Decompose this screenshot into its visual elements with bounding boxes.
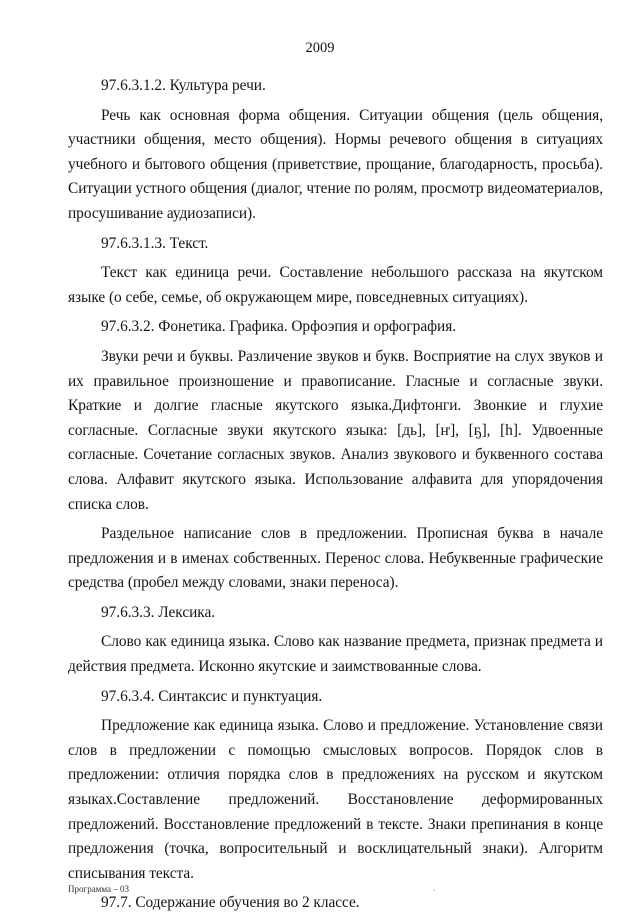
section-heading-text: 97.6.3.1.3. Текст.: [101, 234, 209, 252]
document-body: [68, 74, 603, 921]
section-heading-grade-2: 97.7. Содержание обучения во 2 классе.: [101, 894, 360, 912]
section-heading-phonetics: 97.6.3.2. Фонетика. Графика. Орфоэпия и орфография.: [101, 318, 457, 336]
section-heading-lexicon: 97.6.3.3. Лексика.: [101, 603, 216, 621]
paragraph-sounds-letters: Звуки речи и буквы. Различение звуков и букв. Восприятие на слух звуков и их правильное произношение и правописание. Гласные и согласные звуки. Краткие и долгие гласные якутского языка.Дифтонги. Звонкие и глухие согласные. Согласные звуки якутского языка: [дь], [ҥ], [ҕ], [h]. Удвоенные согласные. Сочетание согласных звуков. Анализ звукового и буквенного состава слова. Алфавит якутского языка. Использование алфавита для упорядочения списка слов.: [68, 347, 603, 513]
paragraph-word-unit: Слово как единица языка. Слово как название предмета, признак предмета и действия предмета. Исконно якутские и заимствованные слова.: [68, 633, 603, 676]
paragraph-speech-communication: Речь как основная форма общения. Ситуации общения (цель общения, участники общения, место общения). Нормы речевого общения в ситуациях учебного и бытового общения (приветствие, прощание, благодарность, просьба). Ситуации устного общения (диалог, чтение по ролям, просмотр видеоматериалов, просушивание аудиозаписи).: [68, 106, 603, 222]
paragraph-sentence-unit: Предложение как единица языка. Слово и предложение. Установление связи слов в предложении с помощью смысловых вопросов. Порядок слов в предложении: отличия порядка слов в предложениях на русском и якутском языках.Составление предложений. Восстановление деформированных предложений. Восстановление предложений в тексте. Знаки препинания в конце предложения (точка, вопросительный и восклицательный знаки). Алгоритм списывания текста.: [68, 717, 603, 882]
paragraph-separate-writing: Раздельное написание слов в предложении. Прописная буква в начале предложения и в именах собственных. Перенос слова. Небуквенные графические средства (пробел между словами, знаки переноса).: [68, 525, 603, 592]
scan-mark: ·: [433, 886, 436, 895]
section-heading-culture-of-speech: 97.6.3.1.2. Культура речи.: [101, 77, 266, 94]
page-number: 2009: [305, 40, 335, 56]
page-footer: Программа – 03: [68, 884, 130, 894]
section-heading-syntax: 97.6.3.4. Синтаксис и пунктуация.: [101, 687, 323, 705]
paragraph-text-unit: Текст как единица речи. Составление небольшого рассказа на якутском языке (о себе, семье, об окружающем мире, повседневных ситуациях).: [68, 264, 603, 306]
